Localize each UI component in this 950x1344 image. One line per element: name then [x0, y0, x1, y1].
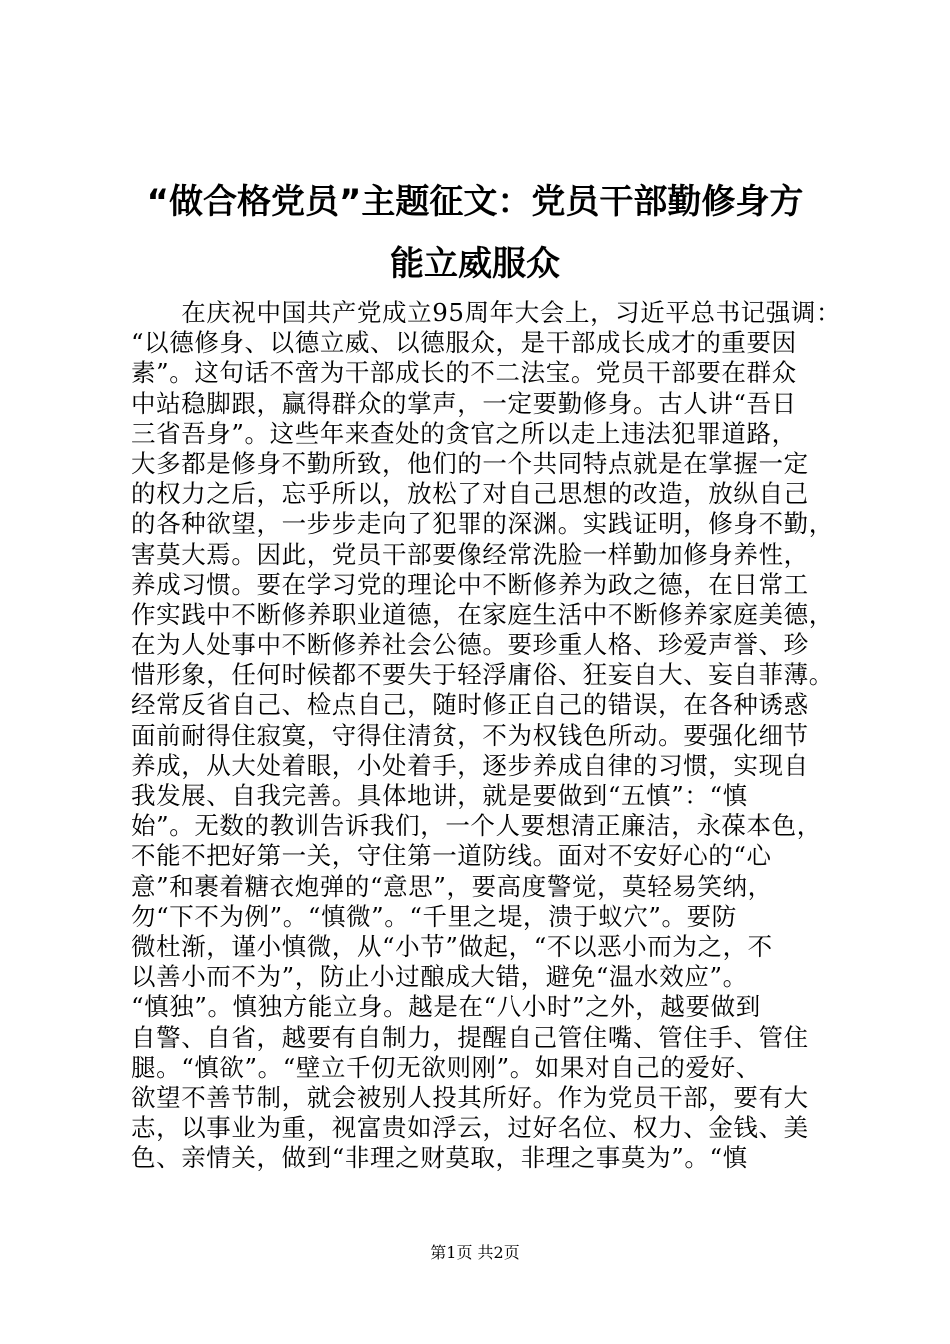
body-line: 害莫大焉。因此，党员干部要像经常洗脸一样勤加修身养性， — [131, 539, 809, 569]
body-line: 色、亲情关，做到“非理之财莫取，非理之事莫为”。“慎 — [131, 1143, 748, 1173]
page-footer: 第1页 共2页 — [430, 1243, 520, 1262]
body-line: 养成，从大处着眼，小处着手，逐步养成自律的习惯，实现自 — [131, 750, 809, 780]
document-title — [100, 182, 850, 284]
body-line: 以善小而不为”，防止小过酿成大错，避免“温水效应”。 — [131, 962, 748, 992]
body-line: 作实践中不断修养职业道德，在家庭生活中不断修养家庭美德， — [131, 599, 834, 629]
body-line: “慎独”。慎独方能立身。越是在“八小时”之外，越要做到 — [131, 992, 761, 1022]
title-line-2: 能立威服众 — [390, 244, 560, 284]
body-line: 中站稳脚跟，赢得群众的掌声，一定要勤修身。古人讲“吾日 — [131, 388, 797, 418]
body-line: 大多都是修身不勤所致，他们的一个共同特点就是在掌握一定 — [131, 448, 809, 478]
body-line: 勿“下不为例”。“慎微”。“千里之堤，溃于蚁穴”。要防 — [131, 901, 737, 931]
body-line: 面前耐得住寂寞，守得住清贫，不为权钱色所动。要强化细节 — [131, 720, 809, 750]
title-line-1: “做合格党员”主题征文：党员干部勤修身方 — [146, 182, 804, 222]
body-line: 不能不把好第一关，守住第一道防线。面对不安好心的“心 — [131, 841, 772, 871]
body-line: 养成习惯。要在学习党的理论中不断修养为政之德，在日常工 — [131, 569, 809, 599]
body-line: 我发展、自我完善。具体地讲，就是要做到“五慎”：“慎 — [131, 781, 748, 810]
body-line: 意”和裹着糖衣炮弹的“意思”，要高度警觉，莫轻易笑纳， — [131, 871, 773, 901]
body-line: 的权力之后，忘乎所以，放松了对自己思想的改造，放纵自己 — [131, 479, 809, 509]
body-line: 三省吾身”。这些年来查处的贪官之所以走上违法犯罪道路， — [131, 418, 797, 448]
body-line: 惜形象，任何时候都不要失于轻浮庸俗、狂妄自大、妄自菲薄。 — [131, 660, 834, 690]
body-line: 在为人处事中不断修养社会公德。要珍重人格、珍爱声誉、珍 — [131, 630, 809, 660]
body-line: 自警、自省，越要有自制力，提醒自己管住嘴、管住手、管住 — [131, 1022, 809, 1052]
body-line: 在庆祝中国共产党成立95周年大会上，习近平总书记强调： — [131, 298, 842, 327]
body-line: 经常反省自己、检点自己，随时修正自己的错误，在各种诱惑 — [131, 690, 809, 720]
body-line: 微杜渐，谨小慎微，从“小节”做起，“不以恶小而为之，不 — [131, 931, 773, 961]
body-line: “以德修身、以德立威、以德服众，是干部成长成才的重要因 — [131, 328, 797, 358]
body-line: 欲望不善节制，就会被别人投其所好。作为党员干部，要有大 — [131, 1082, 809, 1112]
body-line: 素”。这句话不啻为干部成长的不二法宝。党员干部要在群众 — [131, 358, 797, 388]
body-line: 始”。无数的教训告诉我们，一个人要想清正廉洁，永葆本色， — [131, 811, 822, 841]
body-line: 的各种欲望，一步步走向了犯罪的深渊。实践证明，修身不勤， — [131, 509, 834, 539]
body-line: 志，以事业为重，视富贵如浮云，过好名位、权力、金钱、美 — [131, 1113, 809, 1143]
body-line: 腿。“慎欲”。“壁立千仞无欲则刚”。如果对自己的爱好、 — [131, 1052, 761, 1082]
document-body — [131, 298, 853, 1173]
